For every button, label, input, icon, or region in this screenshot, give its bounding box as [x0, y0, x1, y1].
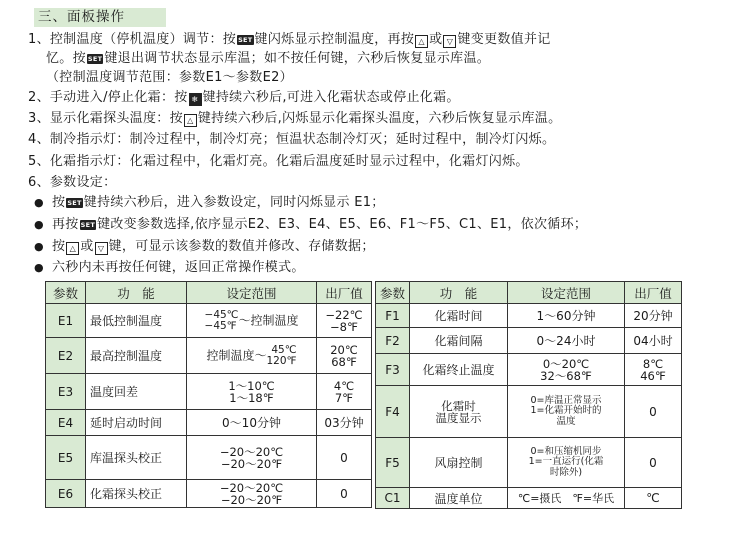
- param-code: E5: [46, 436, 86, 480]
- func-b: 温度显示: [435, 410, 482, 425]
- instruction-line-5: 5、化霜指示灯：化霜过程中，化霜灯亮。化霜后温度延时显示过程中，化霜灯闪烁。: [28, 154, 529, 169]
- param-func: 库温探头校正: [86, 436, 187, 480]
- param-range: 0～24小时: [508, 328, 625, 354]
- line-text: 键持续六秒后,可进入化霜状态或停止化霜。: [202, 90, 460, 105]
- param-func: 化霜时间: [410, 304, 508, 328]
- param-func: 化霜终止温度: [410, 354, 508, 386]
- table-row: [376, 328, 682, 354]
- param-table-left: [45, 281, 372, 508]
- param-func: 温度单位: [410, 488, 508, 509]
- default-b: 46℉: [640, 368, 666, 383]
- line-text: 键持续六秒后，进入参数设定，同时闪烁显示 E1；: [83, 195, 385, 210]
- param-default: 04小时: [625, 328, 682, 354]
- table-row: [46, 338, 372, 374]
- param-code: F1: [376, 304, 410, 328]
- line-text: 键闪烁显示控制温度，再按: [254, 32, 415, 47]
- range-a: −20～20℃: [219, 480, 284, 495]
- table-row: [376, 438, 682, 488]
- range-b: −20～20℉: [220, 456, 283, 471]
- param-code: C1: [376, 488, 410, 509]
- default-b: 7℉: [334, 390, 354, 405]
- param-code: E6: [46, 480, 86, 508]
- range-b: 32～68℉: [540, 368, 592, 383]
- up-key-icon: △: [184, 114, 197, 127]
- line-text: 键改变参数选择,依序显示E2、E3、E4、E5、E6、F1～F5、C1、E1，依次循环；: [97, 217, 588, 232]
- param-func: 风扇控制: [410, 438, 508, 488]
- param-code: F5: [376, 438, 410, 488]
- set-key-icon: SET: [67, 199, 82, 207]
- param-func: 最高控制温度: [86, 338, 187, 374]
- range-b: 1～18℉: [229, 390, 274, 405]
- range-a: 0=库温正常显示: [530, 394, 602, 406]
- range-a: 0～20℃: [542, 356, 590, 371]
- default-b: −8℉: [330, 319, 358, 334]
- param-code: E4: [46, 410, 86, 436]
- param-func: 化霜探头校正: [86, 480, 187, 508]
- table-row: [46, 480, 372, 508]
- param-range: [508, 438, 625, 488]
- param-code: F3: [376, 354, 410, 386]
- line-text: 忆。按: [46, 51, 86, 66]
- default-b: 68℉: [331, 354, 357, 369]
- line-text: 键持续六秒后,闪烁显示化霜探头温度，六秒后恢复显示库温。: [197, 111, 562, 126]
- param-func: 温度回差: [86, 374, 187, 410]
- param-func: [410, 386, 508, 438]
- default-a: 20℃: [330, 342, 358, 357]
- param-func: 延时启动时间: [86, 410, 187, 436]
- set-key-icon: SET: [80, 221, 96, 229]
- table-header-row: [376, 282, 682, 304]
- line-text: 键退出调节状态显示库温；如不按任何键，六秒后恢复显示库温。: [104, 51, 491, 66]
- line-text: 1、控制温度（停机温度）调节：按: [28, 32, 237, 47]
- header-param: 参数: [46, 282, 86, 304]
- header-default: 出厂值: [317, 282, 372, 304]
- param-default: 0: [317, 436, 372, 480]
- instruction-line-4: 4、制冷指示灯：制冷过程中，制冷灯亮；恒温状态制冷灯灭；延时过程中，制冷灯闪烁。: [28, 132, 556, 147]
- down-key-icon: ▽: [95, 242, 108, 255]
- line-text: 键，可显示该参数的数值并修改、存储数据；: [108, 239, 375, 254]
- param-default: [317, 338, 372, 374]
- instruction-line-1b: [46, 50, 490, 68]
- table-row: [46, 436, 372, 480]
- line-text: 2、手动进入/停止化霜：按: [28, 90, 188, 105]
- param-code: E3: [46, 374, 86, 410]
- line-text: 再按: [52, 217, 79, 232]
- bullet-line-1: [52, 194, 385, 212]
- range-a: −20～20℃: [219, 444, 284, 459]
- set-key-icon: SET: [238, 36, 253, 44]
- range-a: 0=和压缩机同步: [530, 445, 602, 457]
- header-func: 功 能: [410, 282, 508, 304]
- param-range: 0～10分钟: [187, 410, 317, 436]
- header-range: 设定范围: [187, 282, 317, 304]
- param-func: 最低控制温度: [86, 304, 187, 338]
- line-text: 按: [52, 195, 66, 210]
- down-key-icon: ▽: [443, 35, 456, 48]
- range-b: −20～20℉: [220, 492, 283, 507]
- default-a: 4℃: [333, 378, 355, 393]
- section-title: 三、面板操作: [34, 8, 166, 27]
- range-c: ～控制温度: [238, 313, 299, 327]
- range-b: 120℉: [266, 354, 297, 367]
- instruction-line-6: 6、参数设定：: [28, 175, 117, 190]
- header-range: 设定范围: [508, 282, 625, 304]
- line-text: 3、显示化霜探头温度：按: [28, 111, 183, 126]
- param-code: F2: [376, 328, 410, 354]
- table-row: [46, 410, 372, 436]
- param-default: 0: [625, 386, 682, 438]
- range-a: 1～10℃: [228, 378, 275, 393]
- bullet-line-4: 六秒内未再按任何键，返回正常操作模式。: [52, 260, 305, 275]
- table-row: [376, 304, 682, 328]
- set-key-icon: SET: [87, 55, 103, 63]
- bullet-line-2: [52, 216, 587, 234]
- range-c: 控制温度～: [206, 348, 267, 362]
- range-a: −45℃: [204, 308, 239, 321]
- line-text: 键变更数值并记: [457, 32, 551, 47]
- param-range: ℃=摄氏 ℉=华氏: [508, 488, 625, 509]
- instruction-line-1c: （控制温度调节范围：参数E1～参数E2）: [46, 70, 293, 85]
- default-a: −22℃: [325, 307, 363, 322]
- header-default: 出厂值: [625, 282, 682, 304]
- param-range: [187, 436, 317, 480]
- range-b: 1=化霜开始时的: [530, 405, 602, 417]
- func-a: 化霜时: [441, 398, 476, 413]
- bullet-dot-icon: ●: [34, 261, 44, 274]
- param-range: [187, 480, 317, 508]
- bullet-dot-icon: ●: [34, 196, 44, 209]
- default-a: 8℃: [642, 356, 664, 371]
- param-default: [317, 374, 372, 410]
- param-code: F4: [376, 386, 410, 438]
- range-c: 时除外): [549, 466, 583, 478]
- param-default: 0: [625, 438, 682, 488]
- param-default: 0: [317, 480, 372, 508]
- instruction-line-3: [28, 110, 561, 128]
- range-b: −45℉: [204, 319, 237, 332]
- header-param: 参数: [376, 282, 410, 304]
- table-row: [376, 488, 682, 509]
- param-default: [317, 304, 372, 338]
- bullet-dot-icon: ●: [34, 218, 44, 231]
- range-c: 温度: [556, 415, 576, 427]
- table-row: [376, 354, 682, 386]
- table-header-row: [46, 282, 372, 304]
- table-row: [46, 304, 372, 338]
- param-range: [508, 386, 625, 438]
- param-default: ℃: [625, 488, 682, 509]
- range-a: 45℃: [271, 343, 297, 356]
- param-range: [187, 304, 317, 338]
- param-default: [625, 354, 682, 386]
- param-table-right: [375, 281, 682, 509]
- table-row: [46, 374, 372, 410]
- param-range: [187, 374, 317, 410]
- up-key-icon: △: [66, 242, 79, 255]
- bullet-line-3: [52, 238, 375, 256]
- instruction-line-1: [28, 31, 551, 49]
- param-range: [187, 338, 317, 374]
- param-code: E1: [46, 304, 86, 338]
- param-range: [508, 354, 625, 386]
- table-row: [376, 386, 682, 438]
- param-default: 03分钟: [317, 410, 372, 436]
- line-text: 或: [80, 239, 94, 254]
- param-code: E2: [46, 338, 86, 374]
- instruction-line-2: [28, 89, 460, 107]
- param-func: 化霜间隔: [410, 328, 508, 354]
- up-key-icon: △: [415, 35, 428, 48]
- range-b: 1=一直运行(化霜: [528, 456, 604, 468]
- param-default: 20分钟: [625, 304, 682, 328]
- defrost-key-icon: ❄: [189, 93, 202, 106]
- param-range: 1～60分钟: [508, 304, 625, 328]
- header-func: 功 能: [86, 282, 187, 304]
- line-text: 按: [52, 239, 66, 254]
- bullet-dot-icon: ●: [34, 240, 44, 253]
- line-text: 或: [429, 32, 443, 47]
